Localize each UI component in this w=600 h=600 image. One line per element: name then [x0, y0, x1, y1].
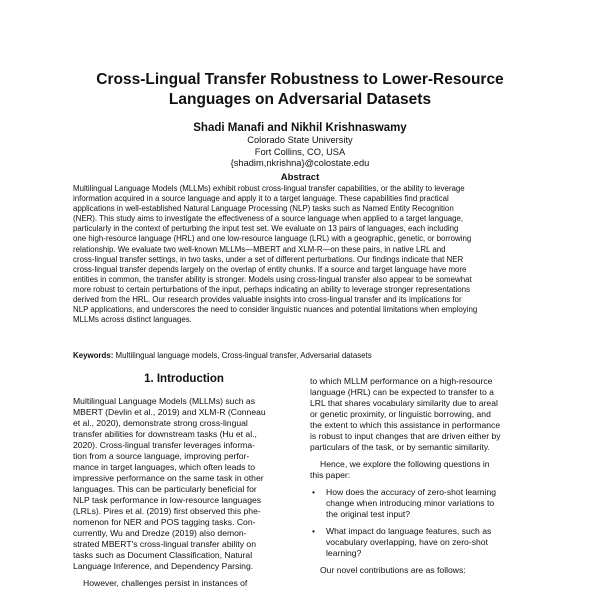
- body-line: MBERT (Devlin et al., 2019) and XLM-R (Conneau: [73, 407, 266, 417]
- body-line: strated MBERT's cross-lingual transfer ability on: [73, 539, 256, 549]
- body-line: transfer abilities for downstream tasks (Hu et al.,: [73, 429, 257, 439]
- body-line: tasks such as Document Classification, Natural: [73, 550, 253, 560]
- abstract-heading: Abstract: [280, 172, 320, 183]
- section-heading-introduction: 1. Introduction: [144, 373, 224, 385]
- keywords: [73, 351, 528, 361]
- body-line: or genetic proximity, or linguistic borrowing, and: [310, 409, 491, 419]
- abstract-line: relationship. We evaluate two well-known MLLMs—MBERT and XLM-R—on these pairs, in native LRL and: [73, 244, 446, 254]
- bullet-marker: •: [312, 526, 316, 536]
- body-line: to which MLLM performance on a high-resource: [310, 376, 493, 386]
- body-line: mance in target languages, which often leads to: [73, 462, 256, 472]
- abstract-line: more robust to certain perturbations of the input, perhaps indicating an ability to leverage stronger representations: [73, 284, 470, 294]
- body-line: tion from a source language, improving perfor-: [73, 451, 250, 461]
- bullet-line: How does the accuracy of zero-shot learning: [326, 487, 497, 497]
- title-line-2: Languages on Adversarial Datasets: [168, 91, 432, 108]
- body-line: nomenon for NER and POS tagging tasks. Con-: [73, 517, 256, 527]
- bullet-item: [310, 487, 530, 520]
- affiliation: [0, 135, 600, 170]
- body-line: Our novel contributions are as follows:: [320, 565, 466, 575]
- body-line: NLP task performance in low-resource languages: [73, 495, 262, 505]
- body-line: particulars of the task, or by semantic similarity.: [310, 442, 490, 452]
- abstract-line: (NER). This study aims to investigate the effectiveness of a source language when applied to a target language,: [73, 214, 464, 224]
- authors: Shadi Manafi and Nikhil Krishnaswamy: [193, 122, 407, 134]
- body-line: Hence, we explore the following questions in: [320, 459, 490, 469]
- body-line: 2020). Cross-lingual transfer leverages informa-: [73, 440, 255, 450]
- paper-title: [0, 70, 600, 110]
- body-line: language (HRL) can be expected to transfer to a: [310, 387, 494, 397]
- body-line: et al., 2020), demonstrate strong cross-lingual: [73, 418, 248, 428]
- body-line: Language Inference, and Dependency Parsing.: [73, 561, 254, 571]
- abstract-line: Multilingual Language Models (MLLMs) exhibit robust cross-lingual transfer capabilities, or the ability to leverage: [73, 184, 465, 193]
- abstract-body: [73, 184, 528, 325]
- abstract-line: cross-lingual transfer depends largely on the overlap of entity chunks. If a source and target language have more: [73, 264, 467, 274]
- bullet-line: change when introducing minor variations to: [326, 498, 495, 508]
- body-line: the extent to which this assistance in performance: [310, 420, 501, 430]
- body-line: impressive performance on the same task in other: [73, 473, 264, 483]
- body-line: Multilingual Language Models (MLLMs) such as: [73, 396, 255, 406]
- bullet-line: learning?: [326, 548, 362, 558]
- abstract-line: MLLMs across distinct languages.: [73, 315, 192, 325]
- bullet-line: vocabulary overlapping, have on zero-shot: [326, 537, 488, 547]
- abstract-line: derived from the HRL. Our research provides valuable insights into cross-lingual transfer and its implications for: [73, 295, 462, 305]
- abstract-line: particularly in the context of perturbing the input test set. We evaluate on 13 pairs of languages, each including: [73, 224, 459, 234]
- keywords-label: Keywords:: [73, 351, 114, 360]
- keywords-text: Multilingual language models, Cross-lingual transfer, Adversarial datasets: [115, 351, 372, 360]
- body-line: languages. This can be particularly beneficial for: [73, 484, 257, 494]
- affiliation-university: Colorado State University: [247, 135, 353, 145]
- abstract-line: one high-resource language (HRL) and one low-resource language (LRL) with a geographic, genetic, or borrowing: [73, 234, 472, 244]
- abstract-line: cross-lingual transfer settings, in two tasks, under a set of different perturbations. Our findings indicate that NER: [73, 254, 464, 264]
- bullet-line: the original test input?: [326, 509, 411, 519]
- title-line-1: Cross-Lingual Transfer Robustness to Lower-Resource: [96, 71, 504, 88]
- body-line: However, challenges persist in instances of: [83, 578, 248, 588]
- left-column: [73, 396, 295, 589]
- bullet-line: What impact do language features, such as: [326, 526, 492, 536]
- body-line: (LRLs). Pires et al. (2019) first observed this phe-: [73, 506, 261, 516]
- affiliation-location: Fort Collins, CO, USA: [254, 146, 346, 157]
- body-line: currently, Wu and Dredze (2019) also demon-: [73, 528, 247, 538]
- abstract-line: applications in well-established Natural Language Processing (NLP) tasks such as Named Entity Recognition: [73, 204, 454, 214]
- abstract-line: NLP applications, and underscores the need to consider linguistic nuances and potential limitations when employing: [73, 305, 478, 315]
- abstract-line: information acquired in a source language and apply it to a target language. These capabilities find practical: [73, 194, 449, 204]
- body-line: is robust to input changes that are driven either by: [310, 431, 501, 441]
- affiliation-email: {shadim,nkrishna}@colostate.edu: [230, 158, 370, 168]
- body-line: LRL that shares vocabulary similarity due to areal: [310, 398, 498, 408]
- abstract-line: entities in common, the transfer ability is stronger. Models using cross-lingual transfer also appear to be somewhat: [73, 274, 472, 284]
- bullet-item: [310, 526, 530, 559]
- right-column: [310, 376, 530, 576]
- body-line: this paper:: [310, 470, 351, 480]
- bullet-marker: •: [312, 487, 316, 497]
